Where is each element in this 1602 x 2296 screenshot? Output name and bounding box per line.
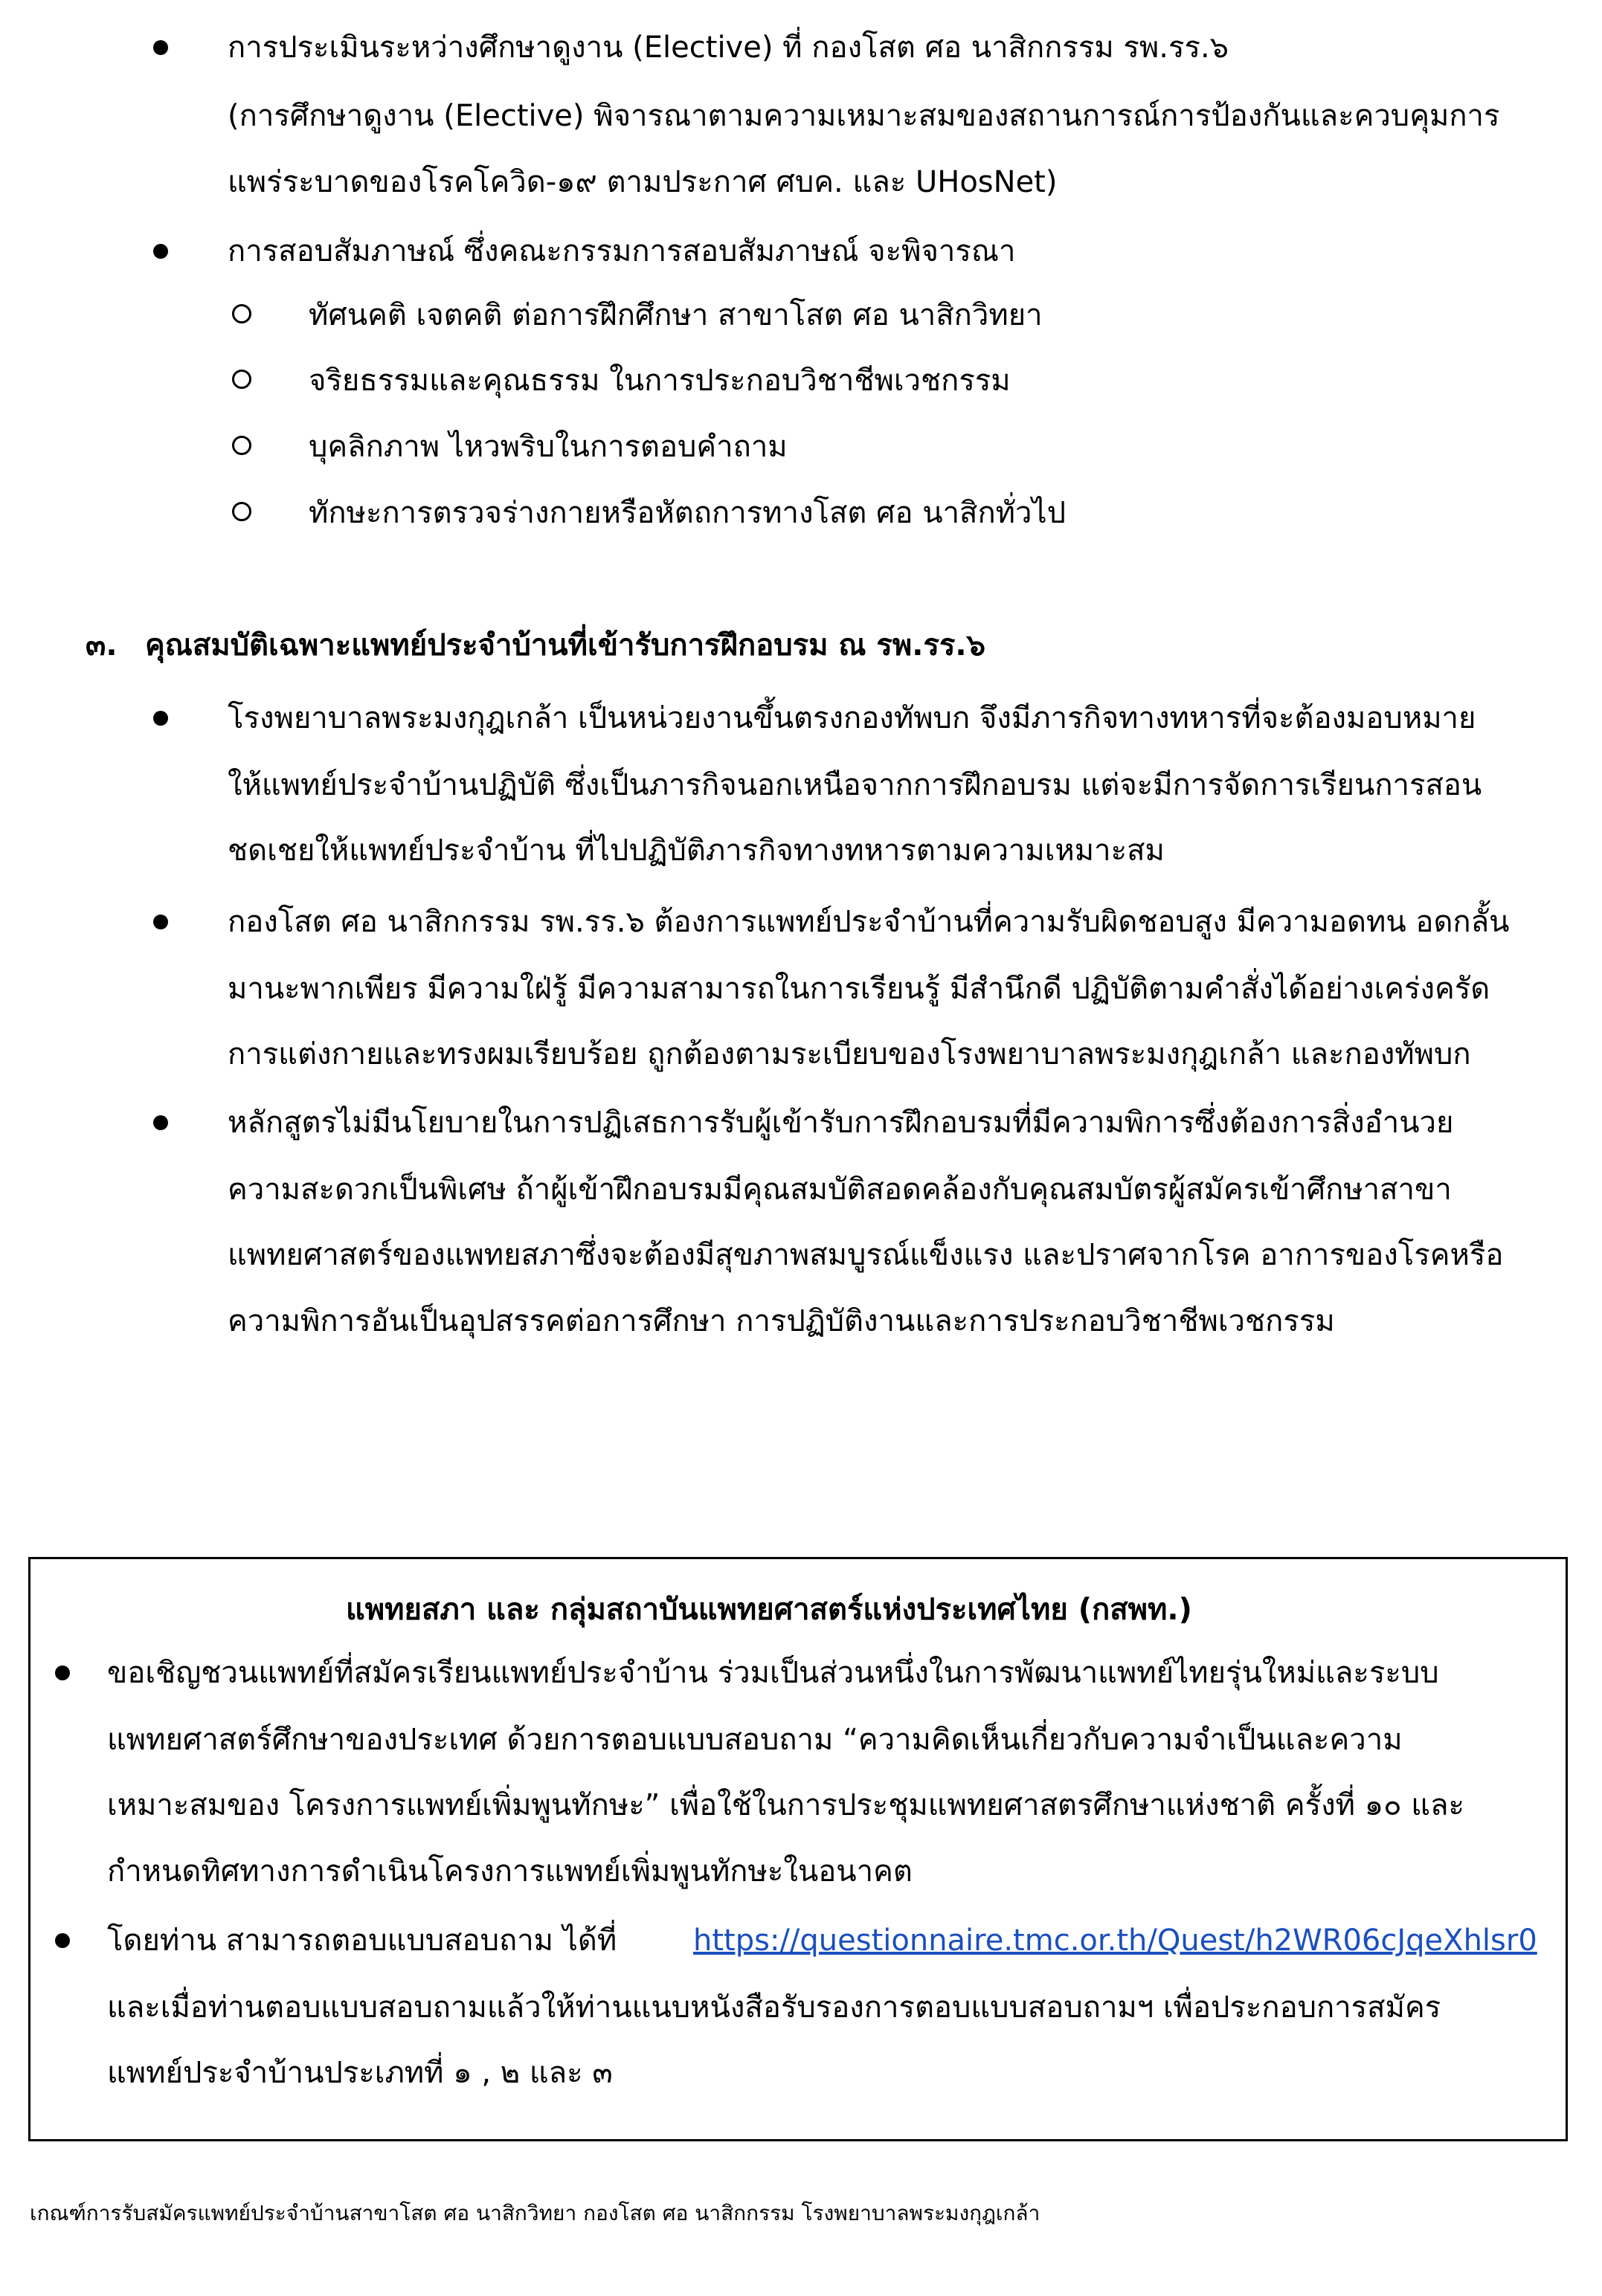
bullet-icon	[153, 1115, 168, 1130]
text-line: หลักสูตรไม่มีนโยบายในการปฏิเสธการรับผู้เข้ารับการฝึกอบรมที่มีความพิการซึ่งต้องการสิ่งอำนวย	[228, 1106, 1454, 1140]
text-line: โดยท่าน สามารถตอบแบบสอบถาม ได้ที่	[107, 1923, 617, 1958]
text-line: ความสะดวกเป็นพิเศษ ถ้าผู้เข้าฝึกอบรมมีคุณสมบัติสอดคล้องกับคุณสมบัตรผู้สมัครเข้าศึกษาสาขา	[228, 1173, 1452, 1207]
text-line: ทักษะการตรวจร่างกายหรือหัตถการทางโสต ศอ นาสิกทั่วไป	[309, 496, 1067, 530]
text-line: ขอเชิญชวนแพทย์ที่สมัครเรียนแพทย์ประจำบ้าน ร่วมเป็นส่วนหนึ่งในการพัฒนาแพทย์ไทยรุ่นใหม่และระบบ	[107, 1656, 1439, 1690]
bullet-icon	[55, 1665, 70, 1680]
text-line: การประเมินระหว่างศึกษาดูงาน (Elective) ที่ กองโสต ศอ นาสิกกรรม รพ.รร.๖	[228, 30, 1229, 65]
bullet-icon	[153, 915, 168, 929]
questionnaire-link[interactable]: https://questionnaire.tmc.or.th/Quest/h2WR06cJqeXhlsr0	[693, 1923, 1537, 1958]
page-footer: เกณฑ์การรับสมัครแพทย์ประจำบ้านสาขาโสต ศอ นาสิกวิทยา กองโสต ศอ นาสิกกรรม โรงพยาบาลพระมงกุฎเกล้า	[30, 2201, 1040, 2225]
circle-bullet-icon	[232, 502, 251, 521]
text-line: มานะพากเพียร มีความใฝ่รู้ มีความสามารถในการเรียนรู้ มีสำนึกดี ปฏิบัติตามคำสั่งได้อย่างเคร่งครัด	[228, 972, 1490, 1006]
bullet-icon	[153, 711, 168, 726]
text-line: แพทยศาสตร์ศึกษาของประเทศ ด้วยการตอบแบบสอบถาม “ความคิดเห็นเกี่ยวกับความจำเป็นและความ	[107, 1723, 1403, 1757]
text-line: ชดเชยให้แพทย์ประจำบ้าน ที่ไปปฏิบัติภารกิจทางทหารตามความเหมาะสม	[228, 833, 1165, 868]
text-line: การแต่งกายและทรงผมเรียบร้อย ถูกต้องตามระเบียบของโรงพยาบาลพระมงกุฎเกล้า และกองทัพบก	[228, 1037, 1471, 1071]
bullet-icon	[153, 40, 168, 55]
notice-title: แพทยสภา และ กลุ่มสถาบันแพทยศาสตร์แห่งประเทศไทย (กสพท.)	[346, 1593, 1192, 1627]
text-line: กองโสต ศอ นาสิกกรรม รพ.รร.๖ ต้องการแพทย์ประจำบ้านที่ความรับผิดชอบสูง มีความอดทน อดกลั้น	[228, 905, 1510, 939]
circle-bullet-icon	[232, 370, 251, 389]
text-line: ทัศนคติ เจตคติ ต่อการฝึกศึกษา สาขาโสต ศอ นาสิกวิทยา	[309, 298, 1043, 332]
bullet-icon	[153, 244, 168, 259]
text-line: กำหนดทิศทางการดำเนินโครงการแพทย์เพิ่มพูนทักษะในอนาคต	[107, 1854, 913, 1889]
text-line: แพร่ระบาดของโรคโควิด-๑๙ ตามประกาศ ศบค. และ UHosNet)	[228, 165, 1058, 199]
circle-bullet-icon	[232, 304, 251, 323]
circle-bullet-icon	[232, 436, 251, 455]
text-line: (การศึกษาดูงาน (Elective) พิจารณาตามความเหมาะสมของสถานการณ์การป้องกันและควบคุมการ	[228, 99, 1500, 133]
section-number: ๓.	[86, 628, 118, 662]
section-heading: คุณสมบัติเฉพาะแพทย์ประจำบ้านที่เข้ารับการฝึกอบรม ณ รพ.รร.๖	[145, 628, 986, 662]
text-line: ให้แพทย์ประจำบ้านปฏิบัติ ซึ่งเป็นภารกิจนอกเหนือจากการฝึกอบรม แต่จะมีการจัดการเรียนการสอน	[228, 768, 1482, 802]
text-line: โรงพยาบาลพระมงกุฎเกล้า เป็นหน่วยงานขึ้นตรงกองทัพบก จึงมีภารกิจทางทหารที่จะต้องมอบหมาย	[228, 701, 1476, 735]
text-line: เหมาะสมของ โครงการแพทย์เพิ่มพูนทักษะ” เพื่อใช้ในการประชุมแพทยศาสตรศึกษาแห่งชาติ ครั้งที่ ๑๐ และ	[107, 1788, 1465, 1822]
text-line: บุคลิกภาพ ไหวพริบในการตอบคำถาม	[309, 430, 788, 464]
text-line: จริยธรรมและคุณธรรม ในการประกอบวิชาชีพเวชกรรม	[309, 364, 1011, 398]
text-line: ความพิการอันเป็นอุปสรรคต่อการศึกษา การปฏิบัติงานและการประกอบวิชาชีพเวชกรรม	[228, 1304, 1335, 1338]
text-line: การสอบสัมภาษณ์ ซึ่งคณะกรรมการสอบสัมภาษณ์ จะพิจารณา	[228, 234, 1016, 268]
notice-box	[28, 1557, 1568, 2141]
text-line: แพทย์ประจำบ้านประเภทที่ ๑ , ๒ และ ๓	[107, 2056, 613, 2090]
text-line: แพทยศาสตร์ของแพทยสภาซึ่งจะต้องมีสุขภาพสมบูรณ์แข็งแรง และปราศจากโรค อาการของโรคหรือ	[228, 1238, 1504, 1272]
bullet-icon	[55, 1933, 70, 1948]
text-line: และเมื่อท่านตอบแบบสอบถามแล้วให้ท่านแนบหนังสือรับรองการตอบแบบสอบถามฯ เพื่อประกอบการสมัคร	[107, 1990, 1441, 2025]
